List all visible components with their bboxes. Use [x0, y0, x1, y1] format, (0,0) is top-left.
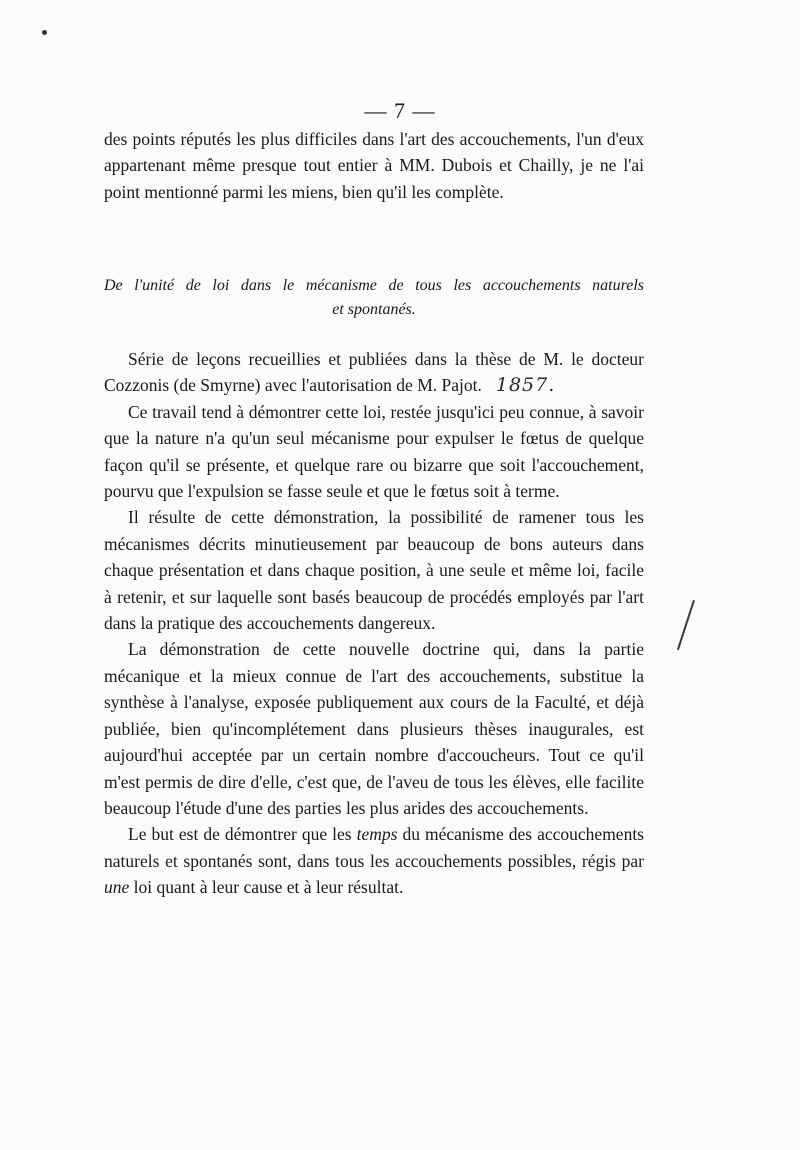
- paragraph-5-emphasis-temps: temps: [356, 824, 398, 845]
- handwritten-annotation: 1857.: [495, 374, 556, 397]
- paragraph-1-text: Série de leçons recueillies et publiées dans la thèse de M. le docteur Cozzonis (de Smyrne) avec l'autorisation de M. Pajot.: [104, 349, 644, 396]
- section-title: [104, 274, 644, 322]
- page-speck: [42, 30, 47, 35]
- paragraph-5-text-c: loi quant à leur cause et à leur résultat.: [133, 877, 404, 898]
- intro-paragraph-block: [104, 126, 644, 205]
- section-title-line-2: et spontanés.: [332, 301, 416, 318]
- paragraph-5-text-a: Le but est de démontrer que les: [128, 824, 352, 845]
- paragraph-5: [104, 821, 644, 900]
- paragraph-5-emphasis-une: une: [104, 877, 130, 898]
- paragraph-1: [104, 346, 644, 399]
- intro-paragraph: des points réputés les plus difficiles dans l'art des accouchements, l'un d'eux appartenant même presque tout entier à MM. Dubois et Chailly, je ne l'ai point mentionné parmi les miens, bien qu'il les complète.: [104, 129, 644, 202]
- main-text-block: [104, 346, 644, 901]
- paragraph-3: Il résulte de cette démonstration, la possibilité de ramener tous les mécanismes décrits minutieusement par beaucoup de bons auteurs dans chaque présentation et dans chaque position, à une seule et même loi, facile à retenir, et sur laquelle sont basés beaucoup de procédés employés par l'art dans la pratique des accouchements dangereux.: [104, 507, 644, 634]
- section-title-line-1: De l'unité de loi dans le mécanisme de tous les accouchements naturels: [104, 277, 644, 294]
- paragraph-4: La démonstration de cette nouvelle doctrine qui, dans la partie mécanique et la mieux connue de l'art des accouchements, substitue la synthèse à l'analyse, exposée publiquement aux cours de la Faculté, et déjà publiée, bien qu'incomplétement dans plusieurs thèses inaugurales, est aujourd'hui acceptée par un certain nombre d'accoucheurs. Tout ce qu'il m'est permis de dire d'elle, c'est que, de l'aveu de tous les élèves, elle facilite beaucoup l'étude d'une des parties les plus arides des accouchements.: [104, 639, 644, 818]
- paragraph-5-text-b: du mécanisme des accouchements naturels et spontanés sont, dans tous les accouchements possibles, régis par: [104, 824, 644, 871]
- page-number: — 7 —: [364, 98, 436, 123]
- margin-pencil-mark: [677, 600, 695, 650]
- paragraph-2: Ce travail tend à démontrer cette loi, restée jusqu'ici peu connue, à savoir que la nature n'a qu'un seul mécanisme pour expulser le fœtus de quelque façon qu'il se présente, et quelque rare ou bizarre que soit l'accouchement, pourvu que l'expulsion se fasse seule et que le fœtus soit à terme.: [104, 401, 644, 502]
